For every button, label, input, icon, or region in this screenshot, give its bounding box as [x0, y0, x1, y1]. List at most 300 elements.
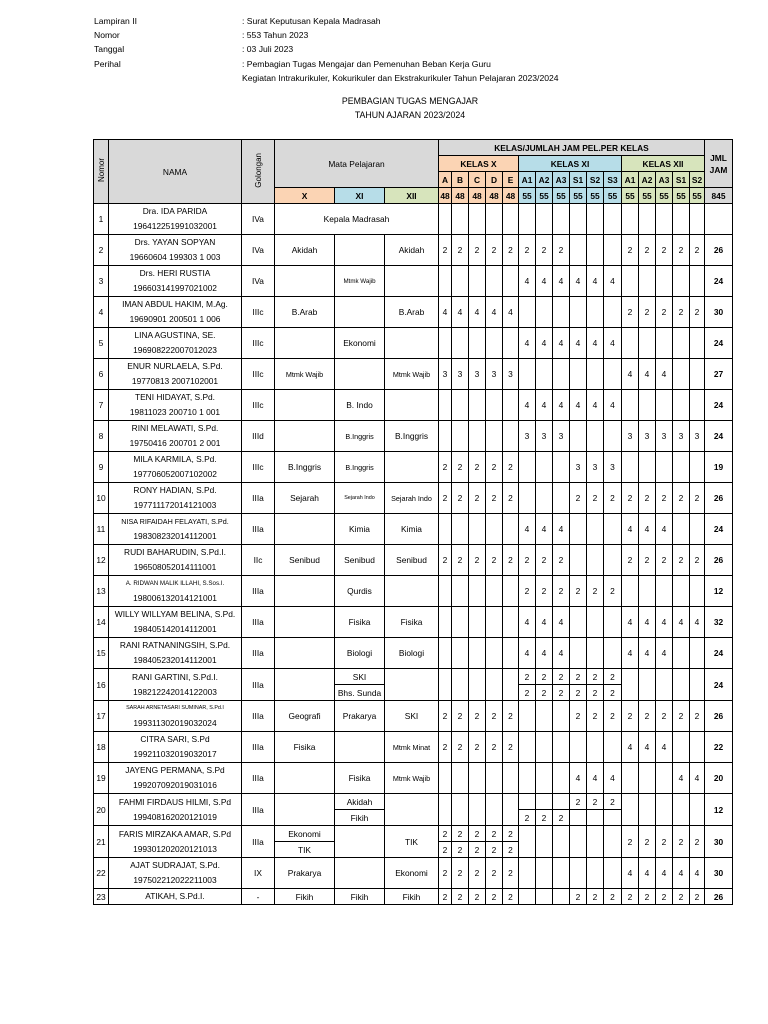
- hours-x: 2: [469, 545, 486, 576]
- header-label: Perihal: [94, 58, 121, 69]
- hours-xii: 2: [673, 545, 690, 576]
- row-number: 10: [94, 483, 109, 514]
- hours-xii: [690, 204, 705, 235]
- hours-xi: [587, 359, 604, 390]
- subject-xi: Fikih: [335, 889, 385, 905]
- row-number: 15: [94, 638, 109, 669]
- subject-xii: Biologi: [385, 638, 439, 669]
- subject-xii: Mtmk Wajib: [385, 359, 439, 390]
- hours-xi: 2: [553, 669, 570, 685]
- hours-xii: 2: [639, 826, 656, 858]
- cap-xii-value: 55: [690, 188, 705, 204]
- hours-x: 2: [469, 889, 486, 905]
- hours-x: [503, 421, 519, 452]
- hours-xii: [690, 576, 705, 607]
- cap-xii-value: 55: [673, 188, 690, 204]
- total-hours: [705, 204, 733, 235]
- hours-x: 2: [469, 826, 486, 842]
- golongan: IIIa: [242, 483, 275, 514]
- hours-xi: 3: [553, 421, 570, 452]
- hours-xii: 4: [622, 359, 639, 390]
- hours-xii: 2: [690, 826, 705, 858]
- teacher-name-cell: [109, 858, 242, 889]
- hours-x: 2: [486, 889, 503, 905]
- hours-xi: [570, 297, 587, 328]
- hours-xi: [604, 858, 622, 889]
- hours-x: 2: [503, 826, 519, 842]
- hours-xi: 4: [570, 328, 587, 359]
- hours-xi: 4: [553, 514, 570, 545]
- cap-xi-value: 55: [604, 188, 622, 204]
- hours-xii: 4: [656, 858, 673, 889]
- hours-xi: 2: [519, 235, 536, 266]
- total-hours: 12: [705, 576, 733, 607]
- teacher-name: Dra. IDA PARIDA: [142, 206, 208, 216]
- hours-x: [439, 607, 452, 638]
- hours-x: [452, 576, 469, 607]
- hours-xii: 2: [690, 701, 705, 732]
- golongan: IIIa: [242, 669, 275, 701]
- golongan: IVa: [242, 266, 275, 297]
- hours-xi: 4: [553, 390, 570, 421]
- row-number: 7: [94, 390, 109, 421]
- hours-xi: [604, 638, 622, 669]
- hours-xii: [656, 328, 673, 359]
- hours-xi: 2: [604, 483, 622, 514]
- teacher-name: RANI RATNANINGSIH, S.Pd.: [119, 640, 231, 650]
- teacher-name-cell: [109, 390, 242, 421]
- subject-xii: Mtmk Minat: [385, 732, 439, 763]
- hours-x: [469, 421, 486, 452]
- hours-x: [469, 763, 486, 794]
- cap-xii-value: 55: [656, 188, 673, 204]
- hours-x: 2: [503, 732, 519, 763]
- subject-xii: Akidah: [385, 235, 439, 266]
- teacher-nip: 198212242014122003: [133, 686, 217, 697]
- hours-xii: 2: [673, 297, 690, 328]
- hours-xi: [570, 235, 587, 266]
- hours-xii: 3: [690, 421, 705, 452]
- subject-x: Senibud: [275, 545, 335, 576]
- row-number: 23: [94, 889, 109, 905]
- teacher-name: NISA RIFAIDAH FELAYATI, S.Pd.: [121, 517, 229, 526]
- hours-xi: [570, 858, 587, 889]
- hours-xii: 3: [656, 421, 673, 452]
- hours-xii: 2: [622, 826, 639, 858]
- hours-xii: [639, 204, 656, 235]
- sub-x-header: E: [503, 172, 519, 188]
- teacher-name: TENI HIDAYAT, S.Pd.: [134, 392, 216, 402]
- hours-x: 2: [439, 889, 452, 905]
- hours-xii: [622, 763, 639, 794]
- hours-xii: [673, 638, 690, 669]
- hours-xi: 3: [570, 452, 587, 483]
- hours-x: 2: [439, 858, 452, 889]
- subject-xii: B.Arab: [385, 297, 439, 328]
- hours-x: 2: [503, 545, 519, 576]
- hours-x: 2: [486, 858, 503, 889]
- hours-x: 2: [439, 235, 452, 266]
- hours-xi: [570, 514, 587, 545]
- golongan: IIIa: [242, 607, 275, 638]
- hours-x: 2: [452, 452, 469, 483]
- teacher-name-cell: [109, 297, 242, 328]
- sub-xii-header: S2: [690, 172, 705, 188]
- hours-xi: 2: [570, 794, 587, 810]
- hours-xi: 4: [519, 514, 536, 545]
- subject-x: Akidah: [275, 235, 335, 266]
- teacher-name: MILA KARMILA, S.Pd.: [133, 454, 217, 464]
- table-row: [94, 669, 733, 685]
- subject-x: [275, 266, 335, 297]
- subject-x: [275, 328, 335, 359]
- hours-x: [469, 266, 486, 297]
- hours-x: [503, 328, 519, 359]
- hours-xi: [604, 235, 622, 266]
- mapel-xi-header: XI: [335, 188, 385, 204]
- hours-x: 2: [439, 826, 452, 842]
- total-hours: 26: [705, 701, 733, 732]
- hours-xii: 2: [690, 483, 705, 514]
- hours-x-2: 2: [503, 842, 519, 858]
- hours-xi: [553, 858, 570, 889]
- hours-xi: 2: [604, 701, 622, 732]
- subject-xi: [335, 359, 385, 390]
- subject-xi-2: Fikih: [335, 810, 385, 826]
- hours-xi: 4: [536, 514, 553, 545]
- subject-xii: [385, 669, 439, 701]
- hours-xi: 4: [553, 607, 570, 638]
- header-row: [94, 28, 559, 42]
- golongan: IIId: [242, 421, 275, 452]
- total-hours: 30: [705, 297, 733, 328]
- hours-xi-2: 2: [519, 685, 536, 701]
- hours-xi: 2: [570, 701, 587, 732]
- header-value: : 03 Juli 2023: [242, 44, 294, 55]
- hours-xi: 2: [587, 576, 604, 607]
- teacher-name: RINI MELAWATI, S.Pd.: [131, 423, 219, 433]
- hours-x: [486, 669, 503, 701]
- hours-xi: [570, 826, 587, 858]
- golongan: IIIc: [242, 359, 275, 390]
- subject-xi: [335, 826, 385, 858]
- cap-xii-value: 55: [639, 188, 656, 204]
- hours-xii: 2: [690, 297, 705, 328]
- hours-x: 4: [503, 297, 519, 328]
- subject-xii: Ekonomi: [385, 858, 439, 889]
- hours-x: 2: [452, 889, 469, 905]
- hours-xii: [690, 514, 705, 545]
- row-number: 13: [94, 576, 109, 607]
- hours-xi: 4: [536, 638, 553, 669]
- teacher-name: RUDI BAHARUDIN, S.Pd.I.: [124, 547, 226, 557]
- hours-xii: [622, 390, 639, 421]
- hours-xi: [604, 204, 622, 235]
- hours-xi: 2: [604, 889, 622, 905]
- hours-xii: [673, 452, 690, 483]
- sub-xi-header: S3: [604, 172, 622, 188]
- hours-xi: 2: [553, 545, 570, 576]
- hours-xi: 2: [519, 576, 536, 607]
- teacher-name: ENUR NURLAELA, S.Pd.: [127, 361, 223, 371]
- hours-x: 2: [469, 701, 486, 732]
- hours-x: [503, 390, 519, 421]
- hours-xi: [587, 858, 604, 889]
- subject-xi: B.Inggris: [335, 452, 385, 483]
- subject-x: [275, 669, 335, 701]
- hours-xi: [587, 826, 604, 858]
- teacher-name-cell: [109, 452, 242, 483]
- hours-xii: 4: [622, 858, 639, 889]
- hours-xi: 2: [553, 576, 570, 607]
- hours-xi: [604, 297, 622, 328]
- hours-x: [486, 421, 503, 452]
- header-row: [94, 57, 559, 71]
- hours-xii: [673, 576, 690, 607]
- hours-xii: 2: [656, 889, 673, 905]
- hours-x: [503, 763, 519, 794]
- hours-x: [503, 669, 519, 701]
- total-hours: 26: [705, 545, 733, 576]
- teacher-name: FAHMI FIRDAUS HILMI, S.Pd: [118, 796, 232, 807]
- hours-xi: [553, 204, 570, 235]
- hours-xii: [656, 204, 673, 235]
- hours-xii: 2: [673, 889, 690, 905]
- header-label: Nomor: [94, 30, 120, 41]
- hours-xii: 2: [673, 235, 690, 266]
- hours-xi: [536, 889, 553, 905]
- subject-xii: [385, 390, 439, 421]
- teacher-nip: 196412251991032001: [133, 221, 217, 231]
- hours-xii: [690, 390, 705, 421]
- col-nomor-header: Nomor: [94, 140, 109, 204]
- hours-x: [486, 390, 503, 421]
- hours-xi: 4: [570, 763, 587, 794]
- row-number: 6: [94, 359, 109, 390]
- teacher-nip: 198405232014112001: [133, 655, 217, 665]
- hours-xi-2: [587, 810, 604, 826]
- golongan: IIIa: [242, 576, 275, 607]
- hours-x: [439, 763, 452, 794]
- subject-xi: Biologi: [335, 638, 385, 669]
- subject-xii: [385, 576, 439, 607]
- golongan: IVa: [242, 204, 275, 235]
- sub-x-header: A: [439, 172, 452, 188]
- hours-xii: 2: [656, 297, 673, 328]
- hours-x: 4: [469, 297, 486, 328]
- hours-xi: 4: [570, 266, 587, 297]
- golongan: IIIa: [242, 826, 275, 858]
- cap-x-value: 48: [439, 188, 452, 204]
- hours-xii: [639, 763, 656, 794]
- hours-xi: [570, 638, 587, 669]
- hours-xii: 4: [639, 732, 656, 763]
- table-row: [94, 794, 733, 810]
- subject-xi: Ekonomi: [335, 328, 385, 359]
- hours-xi: [604, 545, 622, 576]
- kelas-x-header: KELAS X: [439, 156, 519, 172]
- hours-xii: 3: [673, 421, 690, 452]
- hours-xii: 4: [690, 763, 705, 794]
- subject-x: [275, 576, 335, 607]
- subject-x: [275, 763, 335, 794]
- table-row: [94, 889, 733, 905]
- hours-xii: [673, 204, 690, 235]
- subject-xii: Kimia: [385, 514, 439, 545]
- hours-x: [503, 576, 519, 607]
- teacher-name-cell: [109, 826, 242, 858]
- total-hours: 30: [705, 826, 733, 858]
- hours-xi-2: 2: [587, 685, 604, 701]
- hours-x-2: 2: [439, 842, 452, 858]
- hours-xi: [536, 452, 553, 483]
- hours-xi: [553, 889, 570, 905]
- teacher-nip: 199408162020121019: [133, 811, 217, 822]
- hours-xii: 2: [656, 235, 673, 266]
- row-number: 22: [94, 858, 109, 889]
- teacher-name-cell: [109, 235, 242, 266]
- hours-x: [452, 204, 469, 235]
- hours-xii: 2: [673, 483, 690, 514]
- hours-xi: [553, 763, 570, 794]
- hours-xi: 4: [519, 390, 536, 421]
- hours-x-2: 2: [486, 842, 503, 858]
- teacher-nip: 19660604 199303 1 003: [129, 252, 221, 262]
- hours-xi-2: 2: [519, 810, 536, 826]
- hours-x: [486, 328, 503, 359]
- hours-xii: 2: [673, 701, 690, 732]
- hours-xii: [673, 669, 690, 701]
- hours-xii: [622, 669, 639, 701]
- subject-xi: Mtmk Wajib: [335, 266, 385, 297]
- hours-xi: [519, 826, 536, 858]
- hours-xii: [622, 204, 639, 235]
- hours-x: 2: [452, 826, 469, 842]
- hours-x: 2: [503, 889, 519, 905]
- golongan: IIIc: [242, 297, 275, 328]
- teacher-name-cell: [109, 204, 242, 235]
- hours-xii: [622, 452, 639, 483]
- total-hours: 26: [705, 889, 733, 905]
- col-nama-header: NAMA: [109, 140, 242, 204]
- teacher-name: A. RIDWAN MALIK ILLAHI, S.Sos.I.: [125, 580, 225, 587]
- hours-x: [469, 576, 486, 607]
- hours-x: [452, 266, 469, 297]
- hours-xii: [690, 452, 705, 483]
- row-number: 5: [94, 328, 109, 359]
- hours-xii: 4: [639, 359, 656, 390]
- total-hours: 12: [705, 794, 733, 826]
- hours-xi-2: 2: [536, 685, 553, 701]
- hours-xi: [587, 638, 604, 669]
- hours-xi: [536, 204, 553, 235]
- subject-xii: [385, 452, 439, 483]
- cap-x-value: 48: [486, 188, 503, 204]
- cap-x-value: 48: [452, 188, 469, 204]
- total-hours: 24: [705, 638, 733, 669]
- hours-xii: [639, 328, 656, 359]
- hours-xii: 2: [690, 235, 705, 266]
- subject-x-2: TIK: [275, 842, 335, 858]
- hours-xii: [690, 359, 705, 390]
- hours-xi: 4: [587, 390, 604, 421]
- teacher-nip: 19750416 200701 2 001: [129, 438, 221, 448]
- hours-xii: [673, 266, 690, 297]
- hours-xi: 4: [604, 390, 622, 421]
- hours-xi: 2: [587, 483, 604, 514]
- hours-xii: [673, 732, 690, 763]
- teacher-name-cell: [109, 794, 242, 826]
- total-hours: 27: [705, 359, 733, 390]
- header-continuation: Kegiatan Intrakurikuler, Kokurikuler dan Ekstrakurikuler Tahun Pelajaran 2023/2024: [242, 72, 559, 83]
- row-number: 11: [94, 514, 109, 545]
- hours-xii: [690, 732, 705, 763]
- teacher-name: Drs. HERI RUSTIA: [139, 268, 211, 278]
- subject-x: B.Inggris: [275, 452, 335, 483]
- hours-x: 2: [486, 826, 503, 842]
- hours-xii: 2: [639, 483, 656, 514]
- hours-x: [469, 514, 486, 545]
- hours-xi: 2: [604, 576, 622, 607]
- row-number: 17: [94, 701, 109, 732]
- hours-xi: 3: [587, 452, 604, 483]
- hours-xi: [570, 204, 587, 235]
- hours-xi: 4: [536, 607, 553, 638]
- teacher-name: SARAH ARNETASARI SUMINAR, S.Pd.I: [126, 705, 224, 711]
- subject-x: Sejarah: [275, 483, 335, 514]
- hours-xi: [519, 452, 536, 483]
- teacher-name-cell: [109, 545, 242, 576]
- sub-x-header: D: [486, 172, 503, 188]
- hours-x: 2: [452, 701, 469, 732]
- hours-x: [452, 514, 469, 545]
- teacher-nip: 197502212022211003: [133, 875, 217, 885]
- teacher-name-cell: [109, 328, 242, 359]
- hours-xii: 2: [639, 235, 656, 266]
- hours-xi: [604, 514, 622, 545]
- hours-xi: [519, 732, 536, 763]
- hours-xii: [639, 794, 656, 826]
- total-hours: 19: [705, 452, 733, 483]
- hours-xi: [536, 858, 553, 889]
- hours-xii: 2: [656, 483, 673, 514]
- hours-xii: 4: [690, 607, 705, 638]
- hours-x: 2: [486, 732, 503, 763]
- hours-xii: 2: [690, 889, 705, 905]
- hours-xii: [690, 794, 705, 826]
- hours-xii: [690, 638, 705, 669]
- teacher-nip: 198405142014112001: [133, 624, 217, 634]
- subject-xi: Qurdis: [335, 576, 385, 607]
- hours-xi-2: 2: [553, 685, 570, 701]
- hours-xi: [553, 826, 570, 858]
- hours-xii: [690, 266, 705, 297]
- hours-x: 2: [486, 545, 503, 576]
- hours-xii: [673, 359, 690, 390]
- hours-x: 3: [439, 359, 452, 390]
- hours-xi: [570, 359, 587, 390]
- total-jam: 845: [705, 188, 733, 204]
- hours-x: 2: [486, 701, 503, 732]
- total-hours: 24: [705, 514, 733, 545]
- hours-x: 2: [469, 235, 486, 266]
- hours-xi: 2: [587, 889, 604, 905]
- hours-xi: [553, 732, 570, 763]
- sub-xi-header: S1: [570, 172, 587, 188]
- hours-xi: [536, 732, 553, 763]
- row-number: 18: [94, 732, 109, 763]
- hours-x: [469, 328, 486, 359]
